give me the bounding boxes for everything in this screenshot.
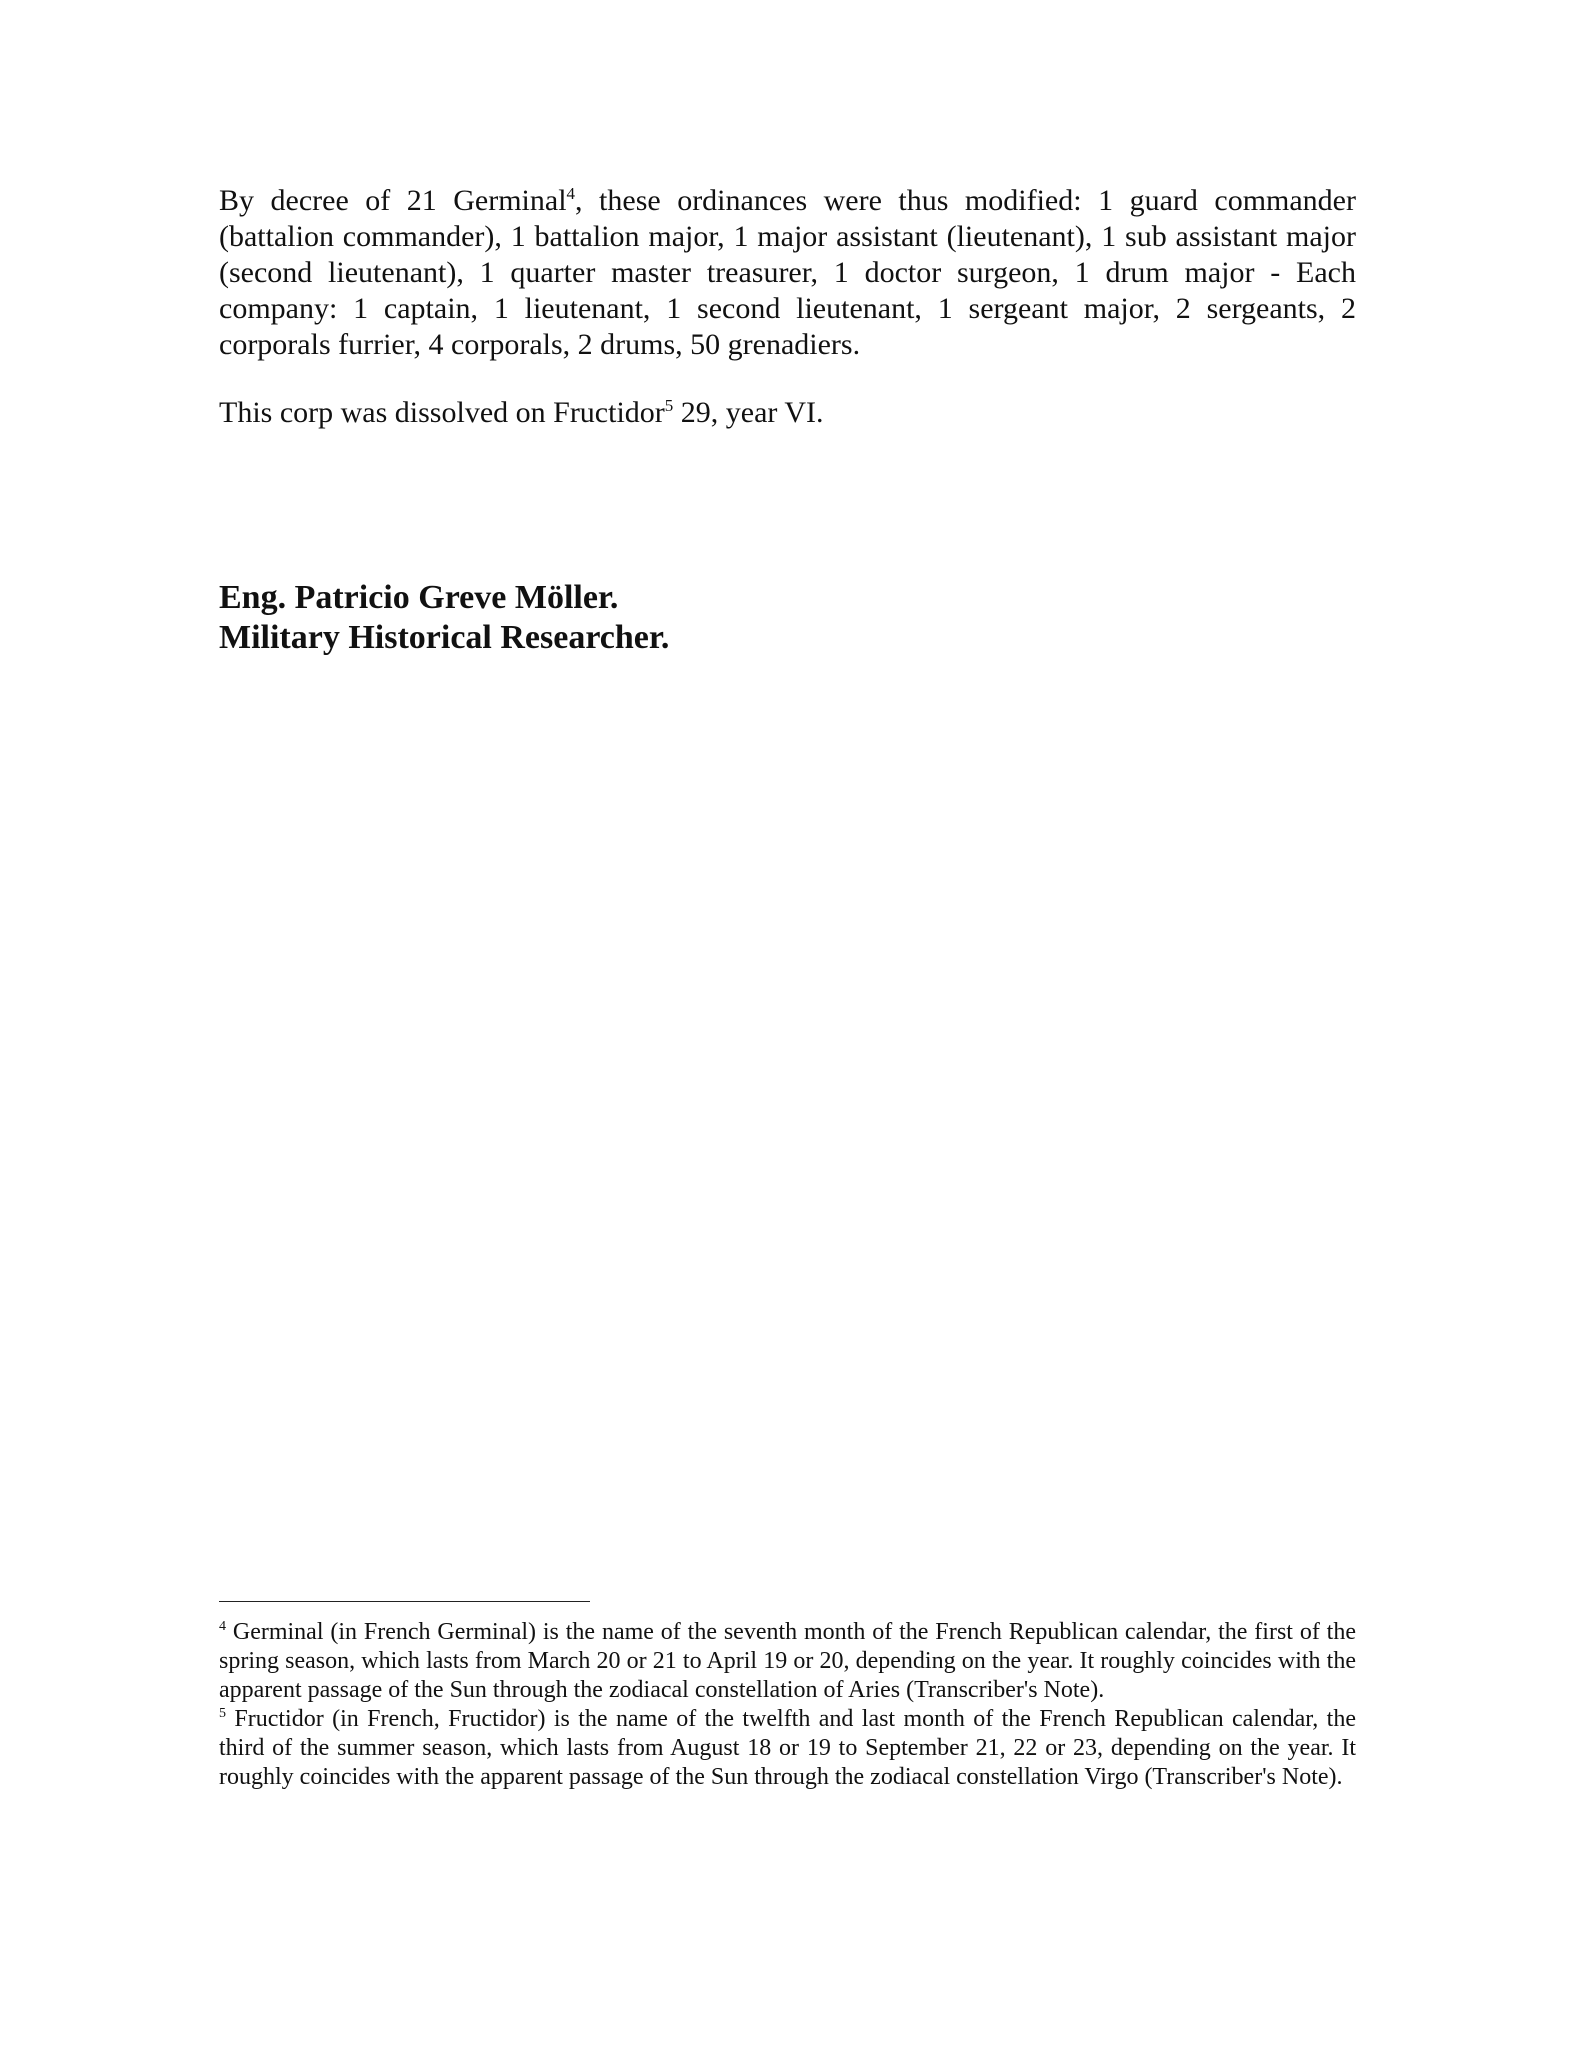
footnote-text: Fructidor (in French, Fructidor) is the name of the twelfth and last month of the French Republican calendar, the third of the summer season, which lasts from August 18 or 19 to September 21, 22 or 23, depending on the year. It roughly coincides with the apparent passage of the Sun through the zodiacal constellation Virgo (Transcriber's Note). <box>219 1706 1356 1790</box>
footnote-number: 5 <box>219 1706 226 1721</box>
footnote-text: Germinal (in French Germinal) is the name of the seventh month of the French Republican calendar, the first of the spring season, which lasts from March 20 or 21 to April 19 or 20, depending on the year. It roughly coincides with the apparent passage of the Sun through the zodiacal constellation of Aries (Transcriber's Note). <box>219 1619 1356 1703</box>
footnote-number: 4 <box>219 1619 226 1634</box>
paragraph-decree-text-rest: , these ordinances were thus modified: 1 guard commander (battalion commander), 1 battalion major, 1 major assistant (lieutenant), 1 sub assistant major (second lieutenant), 1 quarter master treasurer, 1 doctor surgeon, 1 drum major - Each company: 1 captain, 1 lieutenant, 1 second lieutenant, 1 sergeant major, 2 sergeants, 2 corporals furrier, 4 corporals, 2 drums, 50 grenadiers. <box>219 184 1356 361</box>
author-name: Eng. Patricio Greve Möller. <box>219 579 619 616</box>
paragraph-decree <box>219 183 1356 363</box>
footnotes <box>219 1618 1356 1792</box>
footnote-ref-5: 5 <box>664 396 674 415</box>
paragraph-dissolution <box>219 395 1356 431</box>
footnote-5 <box>219 1705 1356 1792</box>
footnote-ref-4: 4 <box>566 184 576 203</box>
paragraph-dissolution-text-rest: 29, year VI. <box>673 396 824 429</box>
paragraph-decree-text-start: By decree of 21 Germinal <box>219 184 567 217</box>
author-title: Military Historical Researcher. <box>219 619 670 656</box>
footnote-4 <box>219 1618 1356 1705</box>
paragraph-dissolution-text-start: This corp was dissolved on Fructidor <box>219 396 665 429</box>
author-signature <box>219 578 669 658</box>
footnote-separator <box>219 1601 590 1602</box>
